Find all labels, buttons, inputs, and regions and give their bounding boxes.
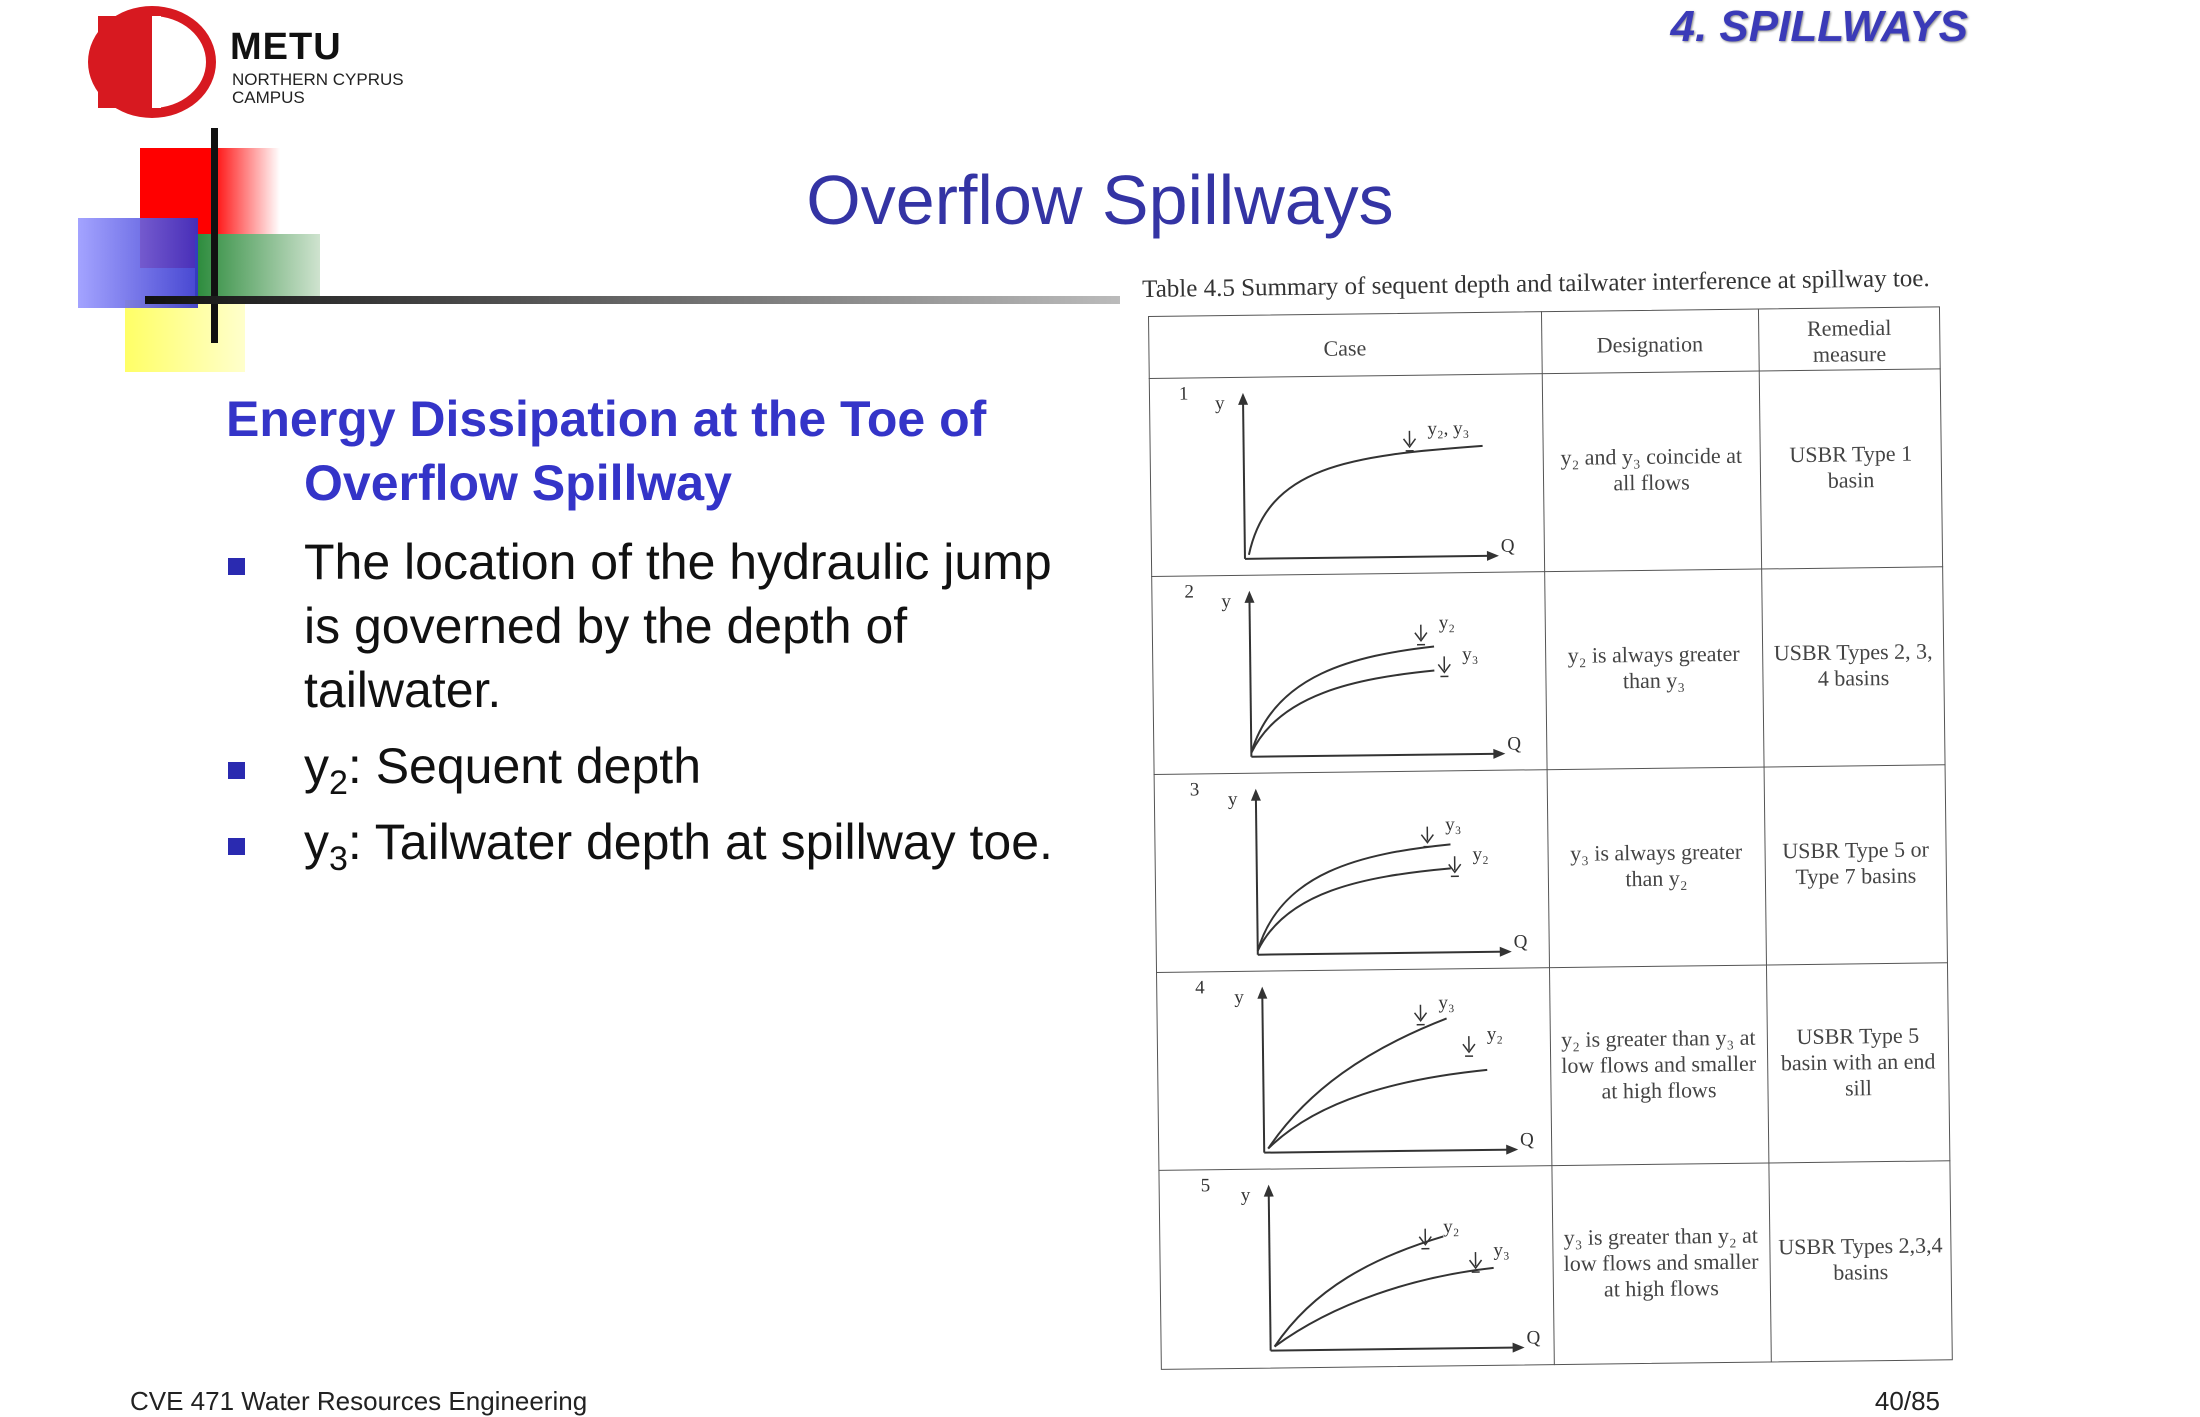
x-axis [1245, 556, 1495, 559]
water-level-icon [1449, 856, 1461, 876]
y-axis-label: y [1214, 393, 1225, 415]
curve-label: y₃ [1493, 1239, 1510, 1261]
y-axis-arrow [1238, 393, 1248, 405]
y-axis [1262, 991, 1264, 1153]
y-axis-label: y [1234, 986, 1244, 1008]
x-axis-arrow [1500, 947, 1512, 957]
designation-line: all flows [1613, 469, 1690, 496]
water-level-icon [1438, 656, 1450, 676]
curve-label: y₃ [1445, 814, 1462, 836]
designation-cell [1545, 641, 1763, 696]
logo-subtitle-line1: NORTHERN CYPRUS [232, 70, 404, 89]
y-axis-arrow [1257, 987, 1267, 999]
case-graph [1234, 977, 1538, 1166]
case-number: 5 [1200, 1175, 1211, 1197]
water-level-icon [1415, 625, 1427, 645]
x-axis-label: Q [1507, 733, 1522, 755]
remedial-line: USBR Type 1 [1789, 440, 1913, 468]
remedial-cell [1767, 1022, 1950, 1102]
designation-cell [1550, 1024, 1768, 1105]
remedial-line: sill [1844, 1075, 1873, 1101]
bullet-3-text: : Tailwater depth at spillway toe. [347, 814, 1053, 870]
logo-name: METU [230, 26, 342, 68]
designation-line: at high flows [1601, 1077, 1717, 1104]
designation-cell [1552, 1222, 1770, 1303]
remedial-cell [1760, 440, 1943, 494]
remedial-line: USBR Type 5 or [1782, 836, 1930, 864]
x-axis-label: Q [1526, 1327, 1541, 1349]
footer-course: CVE 471 Water Resources Engineering [130, 1386, 588, 1416]
header-remedial-l2: measure [1812, 340, 1887, 367]
designation-line: low flows and smaller [1561, 1050, 1757, 1079]
y-axis-label: y [1227, 788, 1238, 811]
bullet-marker [228, 558, 245, 575]
depth-curve [1250, 647, 1435, 753]
y-axis-arrow [1244, 591, 1254, 603]
x-axis [1258, 952, 1508, 955]
depth-curve [1250, 671, 1435, 753]
water-level-icon [1421, 827, 1433, 847]
remedial-line: basins [1833, 1259, 1889, 1285]
header-designation: Designation [1596, 331, 1704, 358]
bullet-1-line2: is governed by the depth of [304, 598, 908, 654]
water-level-icon [1463, 1036, 1475, 1056]
curve-label: y₃ [1438, 992, 1455, 1014]
curve-label: y₃ [1462, 643, 1479, 666]
remedial-line: USBR Types 2,3,4 [1778, 1232, 1943, 1260]
designation-line: y₂ and y₃ coincide at [1560, 442, 1743, 470]
case-graph-svg [1221, 581, 1525, 770]
remedial-line: USBR Types 2, 3, [1773, 638, 1933, 666]
remedial-cell [1769, 1232, 1952, 1286]
y-axis-label: y [1240, 1184, 1251, 1206]
curve-label: y₂, y₃ [1427, 418, 1470, 440]
water-level-icon [1414, 1005, 1426, 1025]
metu-logo [88, 6, 418, 124]
chapter-header: 4. SPILLWAYS [1670, 2, 1968, 51]
logo-emblem [88, 6, 216, 118]
section-heading-line1: Energy Dissipation at the Toe of [226, 391, 987, 447]
designation-line: y₃ is always greater [1569, 838, 1743, 866]
summary-table [1148, 306, 1953, 1370]
header-remedial-l1: Remedial [1806, 314, 1892, 341]
bullet-marker [228, 762, 245, 779]
y-axis [1269, 1189, 1271, 1351]
case-graph-svg [1227, 779, 1532, 968]
bullet-2 [304, 734, 701, 815]
horizontal-divider [145, 296, 1120, 304]
designation-line: y₂ is greater than y₃ at [1561, 1024, 1756, 1053]
x-axis [1264, 1150, 1514, 1153]
header-remedial [1758, 314, 1941, 368]
x-axis [1251, 754, 1501, 757]
depth-curve [1257, 868, 1452, 950]
depth-curve [1267, 1018, 1449, 1148]
bullet-2-sub: 2 [329, 764, 348, 802]
case-graph-svg [1234, 977, 1538, 1166]
logo-subtitle-line2: CAMPUS [232, 88, 305, 107]
designation-line: at high flows [1603, 1275, 1720, 1302]
remedial-line: basin with an end [1780, 1048, 1936, 1076]
case-graph [1227, 779, 1532, 968]
y-axis-arrow [1251, 789, 1261, 801]
yellow-square [125, 300, 245, 372]
remedial-line: 4 basins [1817, 664, 1890, 691]
case-graph [1240, 1175, 1545, 1364]
x-axis-arrow [1487, 551, 1499, 561]
bullet-1-line1: The location of the hydraulic jump [304, 534, 1052, 590]
bullet-2-text: : Sequent depth [347, 738, 701, 794]
designation-cell [1543, 443, 1761, 498]
case-graph [1214, 383, 1519, 572]
water-level-icon [1419, 1229, 1431, 1249]
header-case: Case [1323, 335, 1367, 361]
case-graph-svg [1240, 1175, 1545, 1364]
designation-line: than y₃ [1622, 667, 1686, 694]
x-axis-arrow [1493, 749, 1505, 759]
depth-curve [1256, 844, 1451, 950]
remedial-line: Type 7 basins [1795, 862, 1917, 890]
curve-label: y₂ [1486, 1023, 1504, 1045]
bullet-3 [304, 810, 1053, 891]
remedial-cell [1764, 836, 1947, 890]
designation-line: y₂ is always greater [1567, 640, 1740, 668]
bullet-1-line3: tailwater. [304, 662, 502, 718]
bullet-1 [304, 530, 1052, 722]
designation-line: y₃ is greater than y₂ at [1563, 1222, 1759, 1250]
remedial-line: USBR Type 5 [1796, 1022, 1920, 1050]
curve-label: y₂ [1443, 1216, 1460, 1238]
section-heading-line2: Overflow Spillway [304, 455, 732, 511]
curve-label: y₂ [1438, 612, 1456, 634]
water-level-icon [1403, 431, 1415, 451]
y-axis-arrow [1264, 1185, 1274, 1197]
x-axis-label: Q [1500, 535, 1515, 557]
designation-cell [1547, 839, 1765, 894]
case-graph [1221, 581, 1525, 770]
bullet-2-var: y [304, 738, 329, 794]
x-axis-arrow [1513, 1342, 1525, 1352]
slide-title: Overflow Spillways [806, 161, 1394, 239]
case-number: 4 [1195, 977, 1205, 999]
depth-curve [1248, 446, 1484, 555]
case-number: 1 [1178, 383, 1189, 405]
x-axis-label: Q [1513, 931, 1528, 953]
case-number: 2 [1184, 581, 1195, 603]
table-caption: Table 4.5 Summary of sequent depth and tailwater interference at spillway toe. [1142, 265, 1930, 303]
case-graph-svg [1214, 383, 1519, 572]
case-number: 3 [1189, 779, 1200, 801]
y-axis-label: y [1221, 591, 1232, 613]
x-axis-label: Q [1519, 1129, 1534, 1151]
bullet-marker [228, 838, 245, 855]
designation-line: than y₂ [1625, 865, 1688, 892]
page-number: 40/85 [1874, 1386, 1940, 1416]
curve-label: y₂ [1472, 843, 1489, 866]
y-axis [1256, 793, 1258, 955]
remedial-cell [1762, 638, 1945, 692]
designation-line: low flows and smaller [1563, 1248, 1759, 1276]
x-axis [1271, 1348, 1521, 1351]
remedial-line: basin [1827, 467, 1875, 493]
y-axis [1249, 595, 1251, 757]
y-axis [1243, 397, 1245, 559]
bullet-3-sub: 3 [329, 840, 348, 878]
bullet-3-var: y [304, 814, 329, 870]
x-axis-arrow [1506, 1145, 1518, 1155]
